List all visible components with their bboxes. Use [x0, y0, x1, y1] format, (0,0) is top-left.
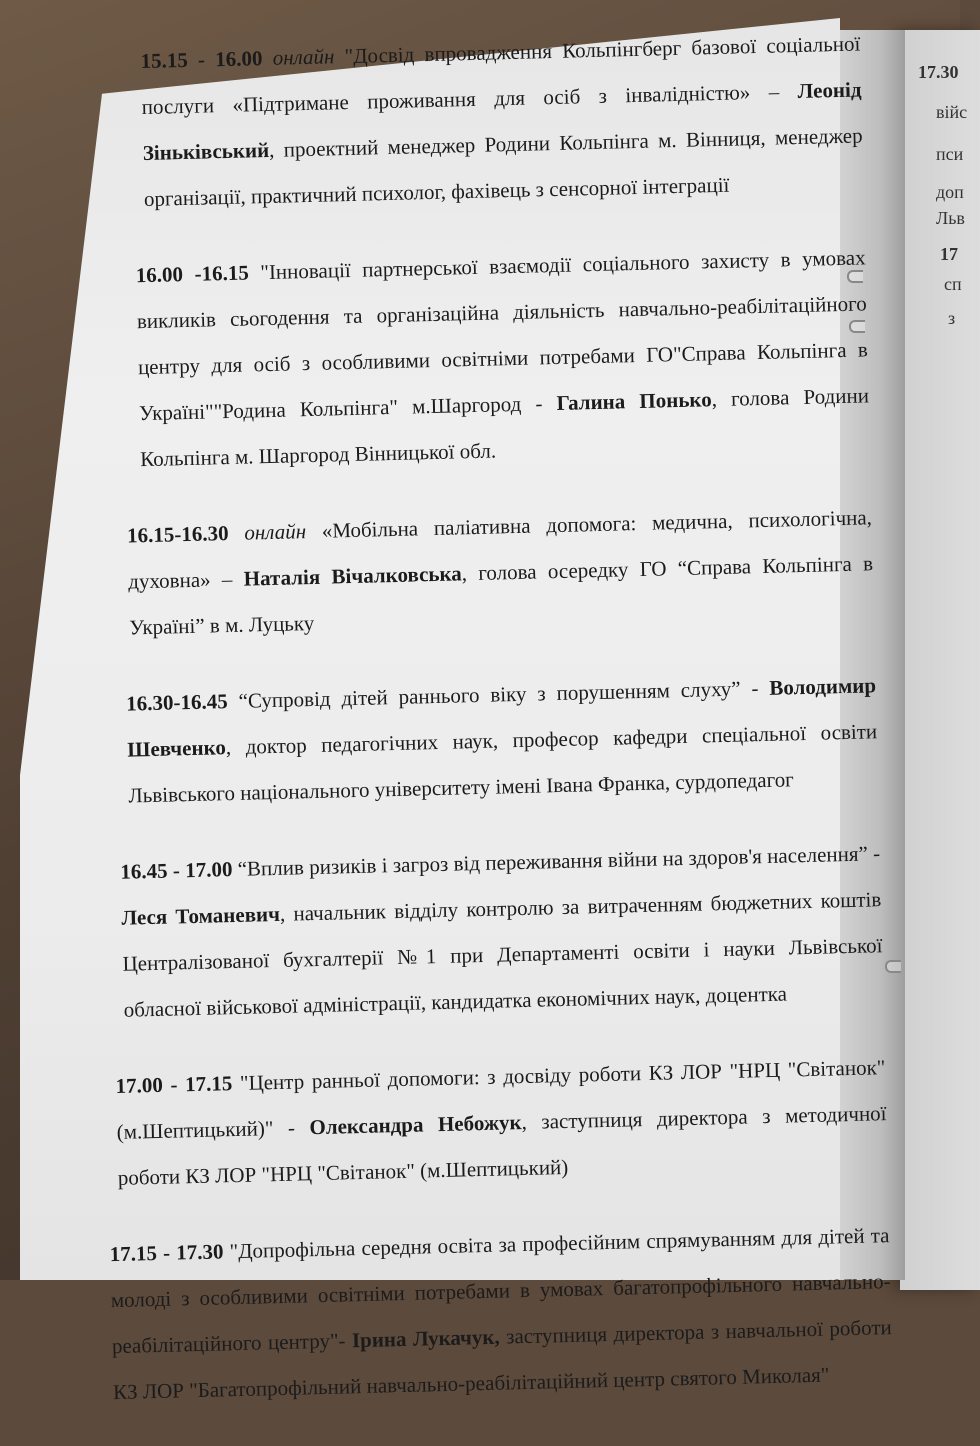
schedule-entry — [60, 20, 864, 223]
entry-speaker-role: , голова Родини Кольпінга м. Шаргород Вінницької обл. — [139, 383, 870, 472]
schedule-entry — [89, 1212, 893, 1415]
entry-speaker-role: , заступниця директора з методичної роботи КЗ ЛОР "НРЦ "Світанок" (м.Шептицький) — [117, 1101, 887, 1190]
entry-time: 15.15 - 16.00 — [140, 46, 263, 74]
entry-online-tag: онлайн — [244, 519, 307, 545]
entry-title: "Центр ранньої допомоги: з досвіду роботи КЗ ЛОР "НРЦ "Світанок" (м.Шептицький)" - — [116, 1055, 886, 1144]
staple — [885, 960, 901, 973]
entry-title: «Мобільна паліативна допомога: медична, психологічна, духовна» – — [127, 505, 873, 594]
entry-speaker: Леся Томаневич — [121, 901, 281, 930]
entry-time: 16.45 - 17.00 — [120, 857, 233, 884]
entry-speaker-role: заступниця директора з навчальної роботи КЗ ЛОР "Багатопрофільний навчально-реабілітаційний центр святого Миколая" — [112, 1315, 892, 1405]
entry-time: 16.00 -16.15 — [135, 260, 250, 288]
facing-page-fragment: Льв — [936, 208, 965, 228]
entry-speaker: Олександра Небожук — [309, 1110, 522, 1140]
entry-title: "Досвід впровадження Кольпінгберг базової соціальної послуги «Підтримане проживання для осіб з інвалідністю» – — [141, 31, 861, 120]
facing-page-fragment: доп — [936, 182, 964, 202]
entry-speaker: Леонід Зіньківський — [142, 77, 862, 166]
facing-page-fragment: 17 — [940, 244, 958, 264]
entry-online-tag: онлайн — [272, 44, 335, 70]
schedule-entry — [76, 662, 879, 820]
entry-time: 17.15 - 17.30 — [109, 1239, 224, 1267]
program-schedule — [60, 20, 894, 1445]
schedule-entry — [80, 830, 884, 1033]
entry-title: "Допрофільна середня освіта за професійним спрямуванням для дітей та молоді з особливими освітніми потребами в умовах багатопрофільного навчально-реабілітаційного центру"- — [110, 1223, 891, 1359]
entry-title: "Інновації партнерської взаємодії соціального захисту в умовах викликів сьогодення та організаційна діяльність навчально-реабілітаційного центру для осіб з особливими освітніми потребами ГО"Справа Кольпінга в Україні""Родина Кольпінга" м.Шаргород - — [136, 245, 869, 426]
entry-speaker: Наталія Вічалковська — [243, 561, 463, 591]
schedule-entry — [72, 494, 875, 652]
entry-speaker: Володимир Шевченко — [127, 673, 877, 762]
entry-speaker-role: , начальник відділу контролю за витраченням бюджетних коштів Централізованої бухгалтерії №1 при Департаменті освіти і науки Львівської обласної військової адміністрації, кандидатка економічних наук, доцентка — [122, 887, 883, 1022]
entry-time: 16.30-16.45 — [125, 689, 228, 716]
entry-title: “Супровід дітей раннього віку з порушенням слуху” - — [227, 675, 770, 714]
facing-page-fragment: 17.30 — [918, 62, 959, 82]
entry-time: 16.15-16.30 — [126, 521, 229, 548]
facing-page-fragment: сп — [944, 274, 962, 294]
entry-title: “Вплив ризиків і загроз від переживання війни на здоров'я населення” - — [232, 841, 881, 882]
facing-page-fragment: з — [948, 308, 956, 328]
facing-page — [900, 30, 980, 1290]
entry-speaker: Ірина Лукачук, — [351, 1324, 500, 1353]
facing-page-fragment: пси — [936, 144, 964, 164]
entry-speaker-role: , проектний менеджер Родини Кольпінга м. Вінниця, менеджер організації, практичний психолог, фахівець з сенсорної інтеграції — [143, 123, 863, 211]
entry-speaker: Галина Понько — [556, 387, 712, 415]
schedule-entry — [85, 1044, 888, 1202]
entry-time: 17.00 - 17.15 — [115, 1071, 233, 1098]
entry-speaker-role: , доктор педагогічних наук, професор кафедри спеціальної освіти Львівського національного університету імені Івана Франка, сурдопедагог — [128, 719, 878, 808]
entry-speaker-role: , голова осередку ГО “Справа Кольпінга в Україні” в м. Луцьку — [129, 551, 874, 640]
facing-page-fragment: війс — [936, 102, 968, 122]
schedule-entry — [65, 234, 870, 483]
